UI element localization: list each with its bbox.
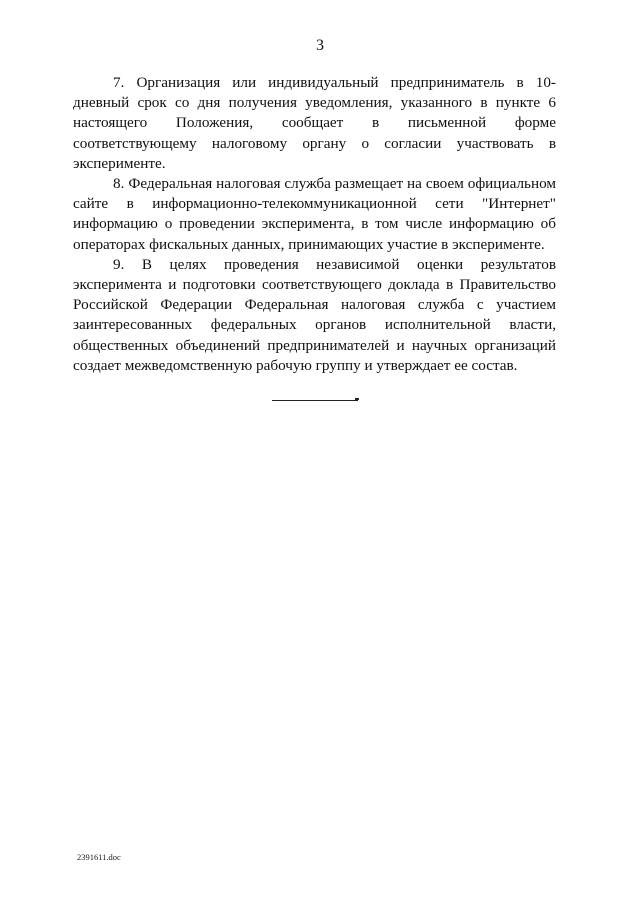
end-separator-tick — [355, 398, 359, 400]
document-body — [73, 73, 556, 376]
paragraph-7: 7. Организация или индивидуальный предприниматель в 10-дневный срок со дня получения уведомления, указанного в пункте 6 настоящего Положения, сообщает в письменной форме соответствующему налоговому органу о согласии участвовать в эксперименте. — [73, 74, 556, 172]
end-separator-line — [272, 400, 358, 401]
paragraph-9: 9. В целях проведения независимой оценки результатов эксперимента и подготовки соответствующего доклада в Правительство Российской Федерации Федеральная налоговая служба с участием заинтересованных федеральных органов исполнительной власти, общественных объединений предпринимателей и научных организаций создает межведомственную рабочую группу и утверждает ее состав. — [73, 255, 556, 374]
paragraph-8: 8. Федеральная налоговая служба размещает на своем официальном сайте в информационно-телекоммуникационной сети "Интернет" информацию о проведении эксперимента, в том числе информацию об операторах фискальных данных, принимающих участие в эксперименте. — [73, 175, 556, 253]
page-number: 3 — [316, 37, 324, 54]
footer-file-code: 2391611.doc — [77, 852, 121, 862]
